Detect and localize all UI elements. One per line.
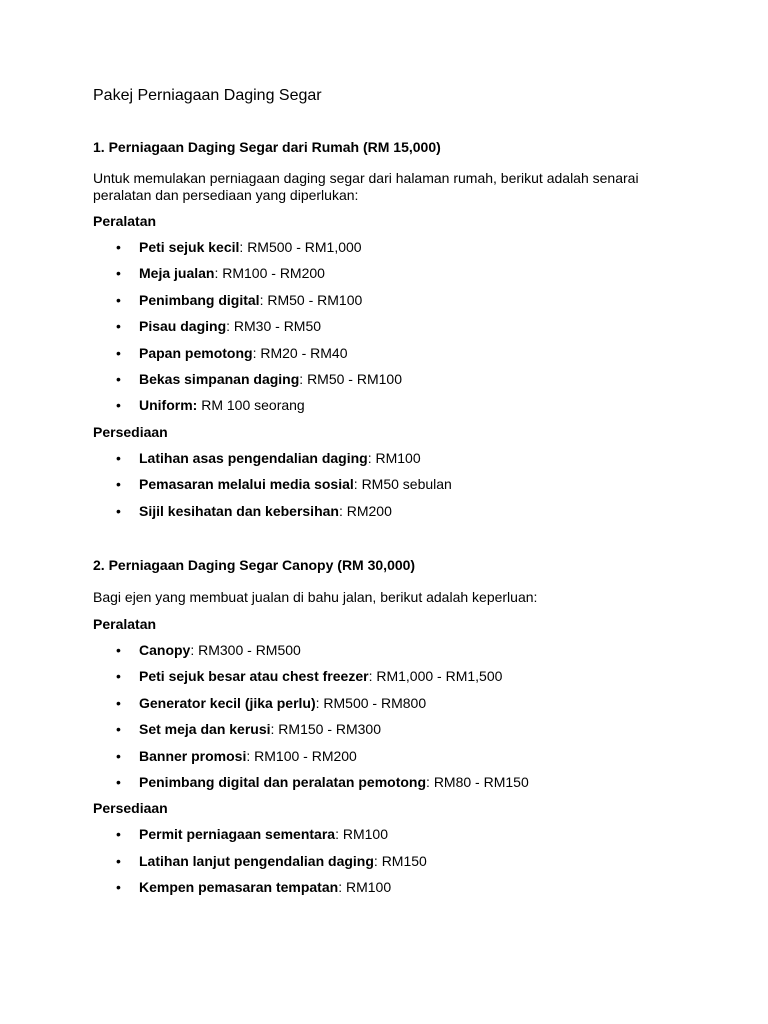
item-separator: : [426,773,434,790]
item-separator: : [373,852,382,869]
equipment-label: Peralatan [93,213,157,229]
section-heading: 1. Perniagaan Daging Segar dari Rumah (RM 15,000) [93,139,441,155]
item-name: Meja jualan [139,265,215,282]
item-separator: : [239,239,248,255]
item-separator: : [299,370,308,387]
item-name: Generator kecil (jika perlu) [139,694,316,711]
item-price: RM50 sebulan [361,476,452,493]
item-name: Latihan lanjut pengendalian daging [139,852,374,869]
item-price: RM50 - RM100 [267,291,363,308]
section-canopy-business [93,556,693,905]
document-title: Pakej Perniagaan Daging Segar [93,87,322,104]
section-heading: 2. Perniagaan Daging Segar Canopy (RM 30,000) [93,557,416,573]
preparation-list [93,449,693,528]
item-separator: : [315,694,324,711]
item-name: Peti sejuk kecil [139,239,240,255]
item-price: RM100 - RM200 [254,747,357,764]
preparation-list [93,825,693,904]
item-price: RM80 - RM150 [433,773,529,790]
section-intro: Untuk memulakan perniagaan daging segar dari halaman rumah, berikut adalah senarai peralatan dan persediaan yang diperlukan: [93,170,639,203]
item-price: RM1,000 - RM1,500 [376,668,503,685]
item-price: RM500 - RM800 [323,694,427,711]
item-price: RM50 - RM100 [307,370,402,387]
list-item [93,747,693,773]
preparation-label: Persediaan [93,423,168,440]
list-item [93,238,693,264]
item-separator: : [368,668,377,685]
item-separator: : [335,826,343,843]
item-name: Bekas simpanan daging [139,370,300,387]
item-name: Papan pemotong [139,344,253,361]
list-item [93,878,693,904]
item-name: Penimbang digital dan peralatan pemotong [139,773,427,790]
item-price: RM30 - RM50 [233,318,322,335]
section-intro: Bagi ejen yang membuat jualan di bahu jalan, berikut adalah keperluan: [93,589,538,605]
item-price: RM500 - RM1,000 [247,239,362,255]
item-name: Banner promosi [139,747,247,764]
item-separator: : [338,502,347,519]
list-item [93,825,693,851]
item-name: Uniform: [139,397,198,414]
item-separator: : [353,476,362,493]
item-separator: : [252,344,261,361]
list-item [93,449,693,475]
item-price: RM20 - RM40 [260,344,348,361]
item-price: RM300 - RM500 [198,642,301,658]
item-price: RM100 [375,449,421,466]
item-price: RM150 [381,852,427,869]
item-price: RM200 [346,502,392,519]
item-separator: : [338,879,346,896]
list-item [93,264,693,290]
list-item [93,344,693,370]
item-name: Set meja dan kerusi [139,721,271,738]
list-item [93,720,693,746]
equipment-list [93,238,693,423]
item-price: RM 100 seorang [201,397,305,414]
list-item [93,317,693,343]
list-item [93,667,693,693]
item-separator: : [246,747,255,764]
item-separator: : [270,721,279,738]
item-price: RM100 [342,826,389,843]
item-name: Pisau daging [139,318,227,335]
list-item [93,396,693,422]
list-item [93,291,693,317]
item-price: RM150 - RM300 [278,721,381,738]
equipment-label: Peralatan [93,616,157,632]
list-item [93,773,693,799]
item-separator: : [214,265,223,282]
list-item [93,475,693,501]
equipment-list [93,641,693,799]
section-home-business [93,138,693,528]
item-separator: : [259,291,268,308]
preparation-label: Persediaan [93,800,168,817]
list-item [93,852,693,878]
list-item [93,370,693,396]
item-name: Peti sejuk besar atau chest freezer [139,668,369,685]
list-item [93,694,693,720]
item-separator: : [367,449,376,466]
item-price: RM100 - RM200 [222,265,325,282]
item-name: Permit perniagaan sementara [139,826,336,843]
item-name: Kempen pemasaran tempatan [139,879,339,896]
item-name: Pemasaran melalui media sosial [139,476,354,493]
item-separator: : [226,318,234,335]
item-name: Canopy [139,642,191,658]
item-price: RM100 [345,879,392,896]
item-separator: : [190,642,199,658]
list-item [93,502,693,528]
item-name: Latihan asas pengendalian daging [139,449,368,466]
list-item [93,641,693,667]
item-name: Sijil kesihatan dan kebersihan [139,502,339,519]
item-name: Penimbang digital [139,291,260,308]
